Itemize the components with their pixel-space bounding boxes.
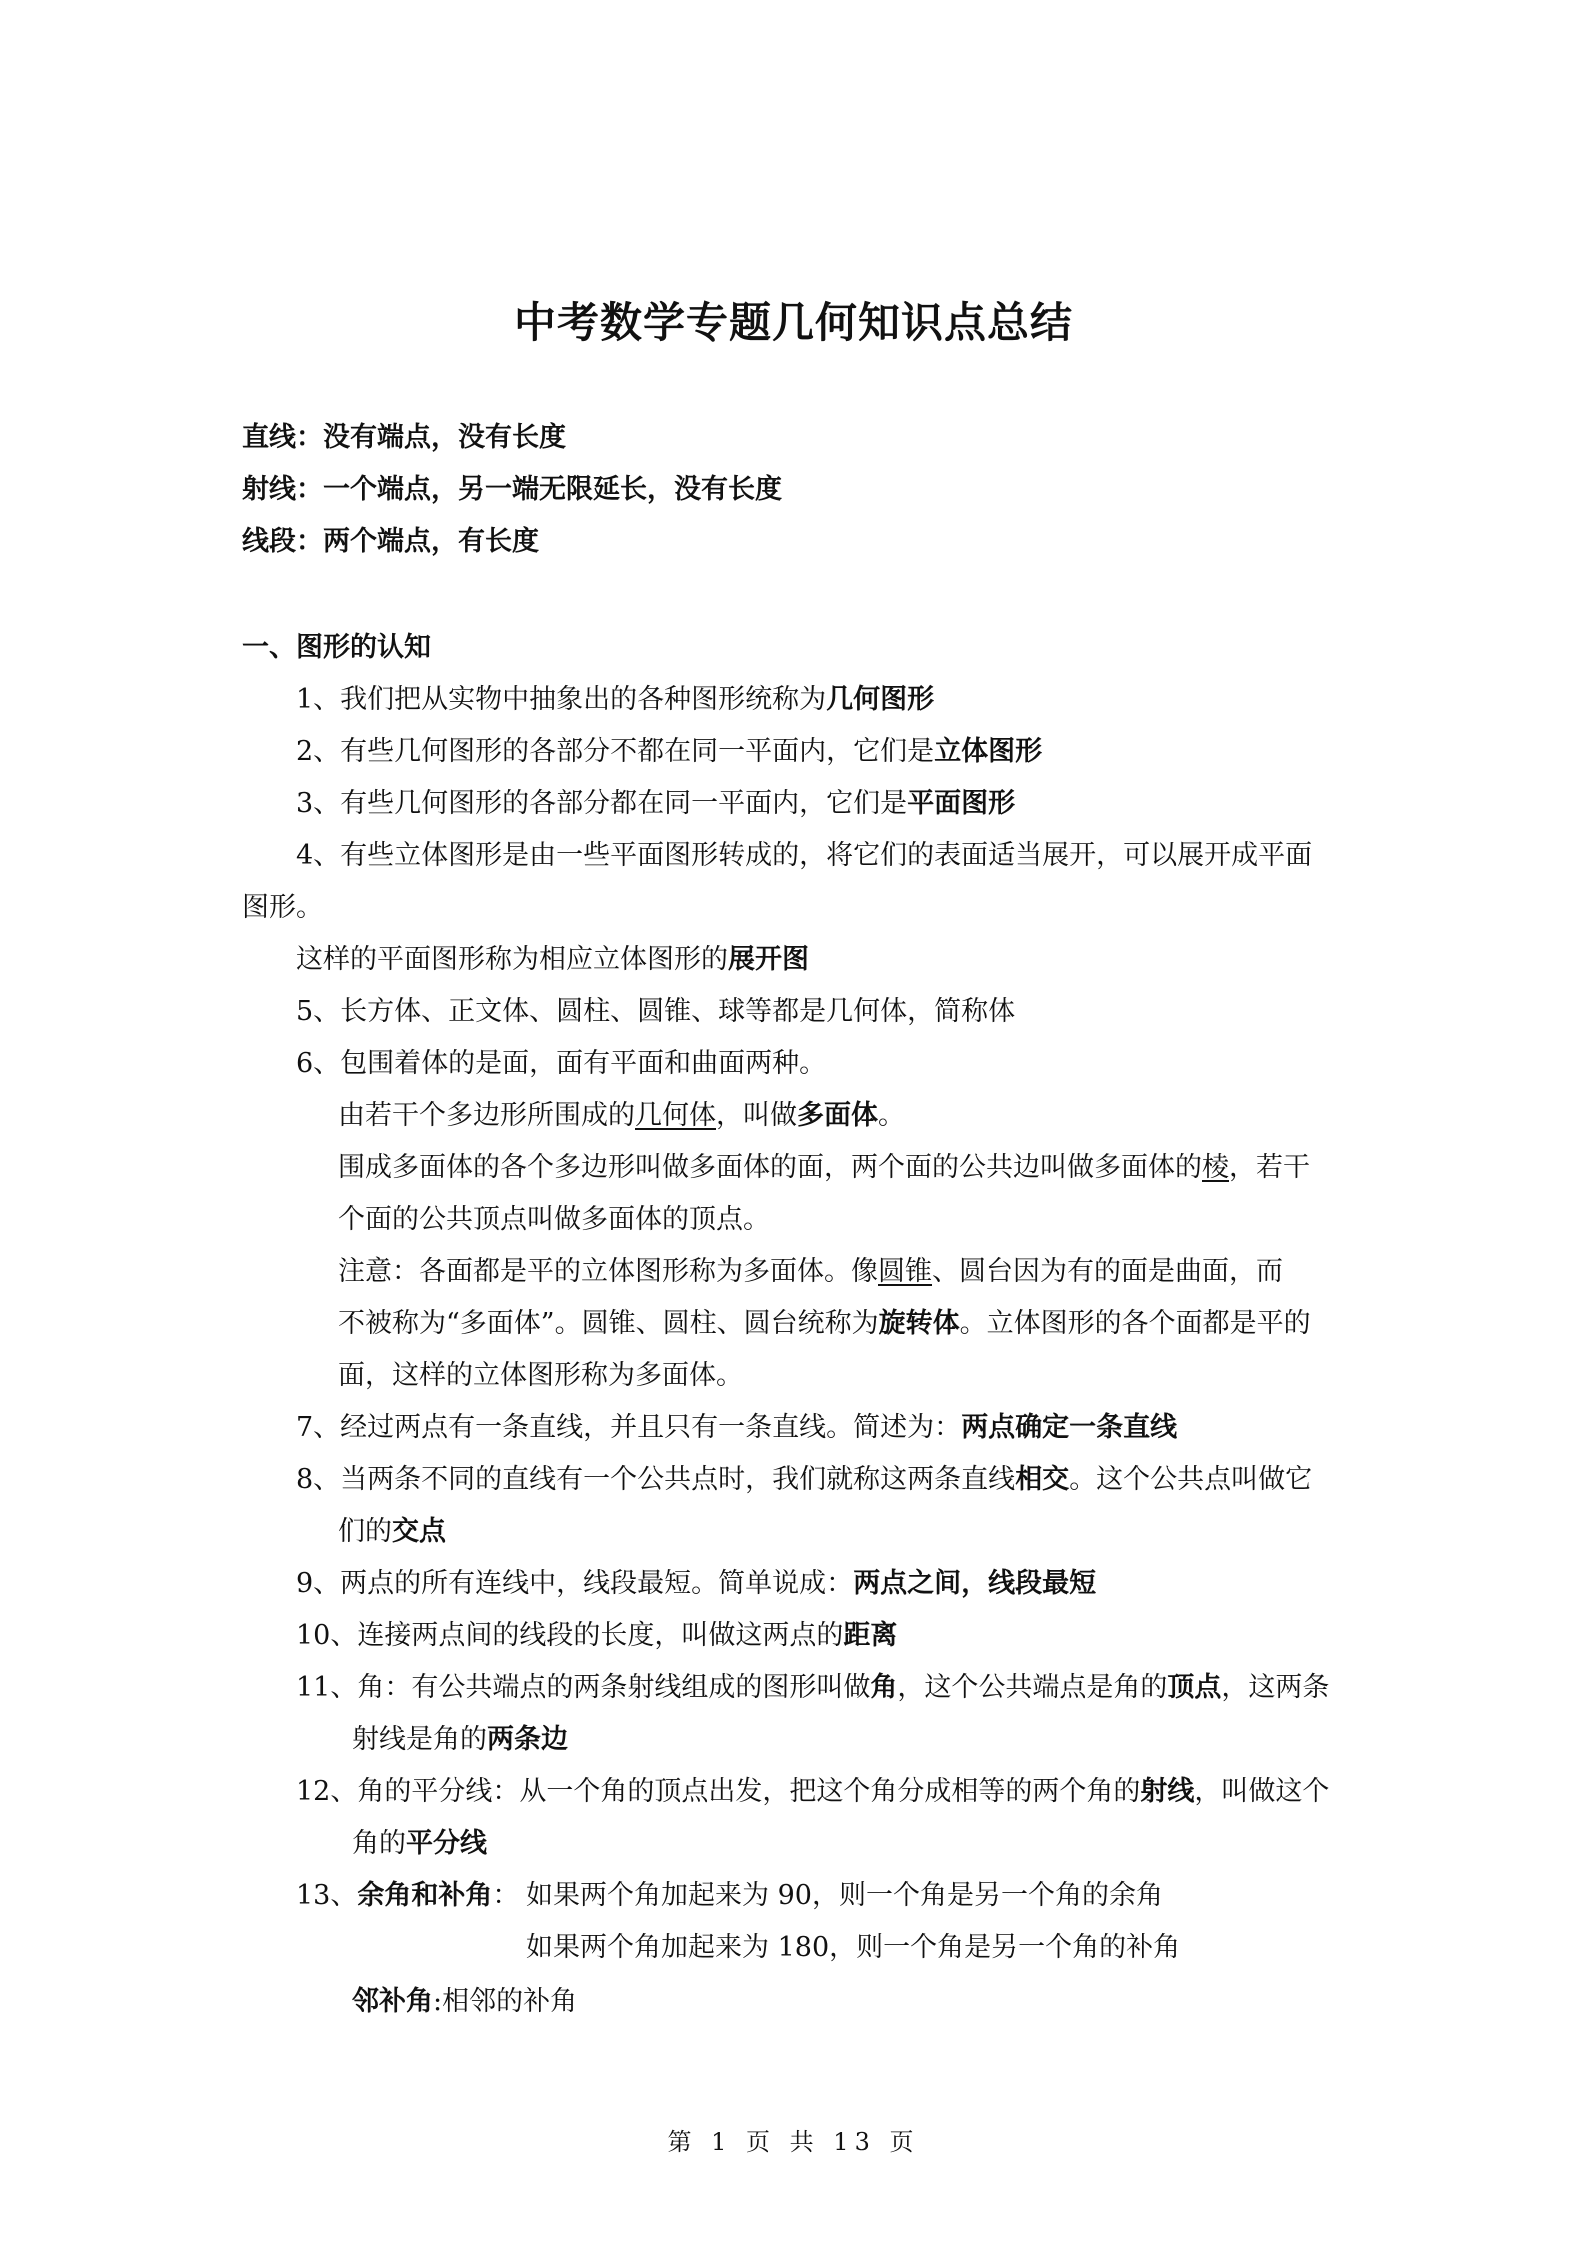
- definition-line: [242, 472, 782, 508]
- item-13-complement: 如果两个角加起来为 90，则一个角是另一个角的余角: [526, 1880, 1163, 1911]
- item-10: 10、连接两点间的线段的长度，叫做这两点的距离: [296, 1620, 898, 1651]
- item-6-line-5: 注意：各面都是平的立体图形称为多面体。像圆锥、圆台因为有的面是曲面，而: [338, 1256, 1283, 1287]
- item-5: 5、长方体、正文体、圆柱、圆锥、球等都是几何体，简称体: [296, 996, 1016, 1027]
- definition-text: 一个端点，另一端无限延长，没有长度: [323, 474, 782, 505]
- item-3: 3、有些几何图形的各部分都在同一平面内，它们是平面图形: [296, 788, 1016, 819]
- definition-text: 两个端点，有长度: [323, 526, 539, 557]
- item-4-note: 这样的平面图形称为相应立体图形的展开图: [296, 944, 809, 975]
- item-6-line-4: 个面的公共顶点叫做多面体的顶点。: [338, 1204, 770, 1235]
- page-footer: 第 1 页 共 13 页: [667, 2128, 920, 2156]
- item-11-line-2: 射线是角的两条边: [352, 1724, 568, 1755]
- item-9: 9、两点的所有连线中，线段最短。简单说成：两点之间，线段最短: [296, 1568, 1097, 1599]
- definition-sep: ：: [296, 474, 323, 505]
- section-heading: 一、图形的认知: [242, 632, 431, 663]
- item-4-line-1: 4、有些立体图形是由一些平面图形转成的，将它们的表面适当展开，可以展开成平面: [296, 840, 1313, 871]
- item-6-line-7: 面，这样的立体图形称为多面体。: [338, 1360, 743, 1391]
- definition-text: 没有端点，没有长度: [323, 422, 566, 453]
- page-title: 中考数学专题几何知识点总结: [513, 298, 1073, 347]
- item-11-line-1: 11、角：有公共端点的两条射线组成的图形叫做角，这个公共端点是角的顶点，这两条: [296, 1672, 1330, 1703]
- item-12-line-1: 12、角的平分线：从一个角的顶点出发，把这个角分成相等的两个角的射线，叫做这个: [296, 1776, 1330, 1807]
- definition-term: 射线: [242, 474, 296, 505]
- item-8-line-2: 们的交点: [338, 1516, 446, 1547]
- item-12-line-2: 角的平分线: [352, 1828, 487, 1859]
- item-2: 2、有些几何图形的各部分不都在同一平面内，它们是立体图形: [296, 736, 1043, 767]
- definition-sep: ：: [296, 422, 323, 453]
- item-13-adjacent: 邻补角:相邻的补角: [352, 1986, 578, 2017]
- item-6-line-3: 围成多面体的各个多边形叫做多面体的面，两个面的公共边叫做多面体的棱，若干: [338, 1152, 1310, 1183]
- definition-term: 直线: [242, 422, 296, 453]
- item-7: 7、经过两点有一条直线，并且只有一条直线。简述为：两点确定一条直线: [296, 1412, 1178, 1443]
- definition-term: 线段: [242, 526, 296, 557]
- item-4-line-2: 图形。: [242, 892, 323, 923]
- item-13-supplement: 如果两个角加起来为 180，则一个角是另一个角的补角: [526, 1932, 1181, 1963]
- item-6-line-2: 由若干个多边形所围成的几何体，叫做多面体。: [338, 1100, 905, 1131]
- item-8-line-1: 8、当两条不同的直线有一个公共点时，我们就称这两条直线相交。这个公共点叫做它: [296, 1464, 1313, 1495]
- definition-sep: ：: [296, 526, 323, 557]
- definition-line: [242, 524, 539, 560]
- item-13-line-1: 13、余角和补角：: [296, 1880, 520, 1911]
- item-6-line-1: 6、包围着体的是面，面有平面和曲面两种。: [296, 1048, 827, 1079]
- item-1: 1、我们把从实物中抽象出的各种图形统称为几何图形: [296, 684, 935, 715]
- definition-line: [242, 420, 566, 456]
- item-6-line-6: 不被称为“多面体”。圆锥、圆柱、圆台统称为旋转体。立体图形的各个面都是平的: [338, 1308, 1311, 1339]
